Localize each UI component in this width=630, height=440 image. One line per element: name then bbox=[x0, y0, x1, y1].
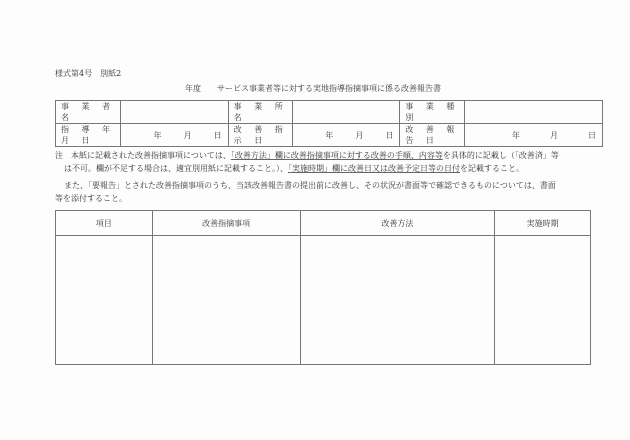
label-business-operator: 事 業 者 名 bbox=[56, 101, 121, 124]
header-period: 実施時期 bbox=[495, 211, 591, 236]
note-line-2 bbox=[64, 163, 524, 174]
note-line-4: 等を添付すること。 bbox=[55, 194, 127, 203]
day-label: 日 bbox=[588, 130, 596, 140]
day-label: 日 bbox=[213, 130, 222, 140]
label-guidance-date: 指 導 年 月 日 bbox=[56, 124, 121, 147]
year-label: 年 bbox=[512, 130, 520, 140]
year-label: 年 bbox=[325, 130, 334, 140]
year-label: 年 bbox=[153, 130, 162, 140]
improvement-table bbox=[55, 210, 591, 365]
note-underlined: 「実施時期」欄に改善日又は改善予定日等の日付 bbox=[288, 164, 460, 173]
guidance-date-field[interactable] bbox=[120, 124, 228, 147]
header-table bbox=[55, 100, 603, 147]
business-type-field[interactable] bbox=[465, 101, 603, 124]
findings-cell[interactable] bbox=[152, 236, 300, 365]
report-date-field[interactable] bbox=[465, 124, 603, 147]
label-office-name: 事 業 所 名 bbox=[228, 101, 292, 124]
label-report-date: 改 善 報 告 日 bbox=[400, 124, 465, 147]
month-label: 月 bbox=[355, 130, 364, 140]
header-findings: 改善指摘事項 bbox=[152, 211, 300, 236]
instruction-date-field[interactable] bbox=[292, 124, 400, 147]
note-underlined: 「改善方法」欄に改善指摘事項に対する改善の手順、内容等 bbox=[230, 151, 443, 160]
page-title: 年度 サービス事業者等に対する実地指導指摘事項に係る改善報告書 bbox=[185, 84, 441, 93]
note-text: 注 本紙に記載された改善指摘事項については、 bbox=[55, 151, 231, 160]
note-line-1 bbox=[55, 150, 559, 161]
note-line-3: また、「要報告」とされた改善指摘事項のうち、当該改善報告書の提出前に改善し、その状況が書面等で確認できるものについては、書面 bbox=[64, 181, 556, 190]
business-operator-field[interactable] bbox=[120, 101, 228, 124]
method-cell[interactable] bbox=[300, 236, 495, 365]
office-name-field[interactable] bbox=[292, 101, 400, 124]
period-cell[interactable] bbox=[495, 236, 591, 365]
day-label: 日 bbox=[385, 130, 394, 140]
month-label: 月 bbox=[550, 130, 558, 140]
month-label: 月 bbox=[183, 130, 192, 140]
item-cell[interactable] bbox=[56, 236, 153, 365]
form-number: 様式第4号 別紙2 bbox=[55, 69, 122, 78]
note-text: を記載すること。 bbox=[460, 164, 524, 173]
note-text: は不可。欄が不足する場合は、適宜別用紙に記載すること。）、 bbox=[64, 164, 288, 173]
header-method: 改善方法 bbox=[300, 211, 495, 236]
label-business-type: 事 業 種 別 bbox=[400, 101, 465, 124]
note-text: を具体的に記載し（「改善済」等 bbox=[442, 151, 559, 160]
header-item: 項目 bbox=[56, 211, 153, 236]
label-instruction-date: 改 善 指 示 日 bbox=[228, 124, 292, 147]
